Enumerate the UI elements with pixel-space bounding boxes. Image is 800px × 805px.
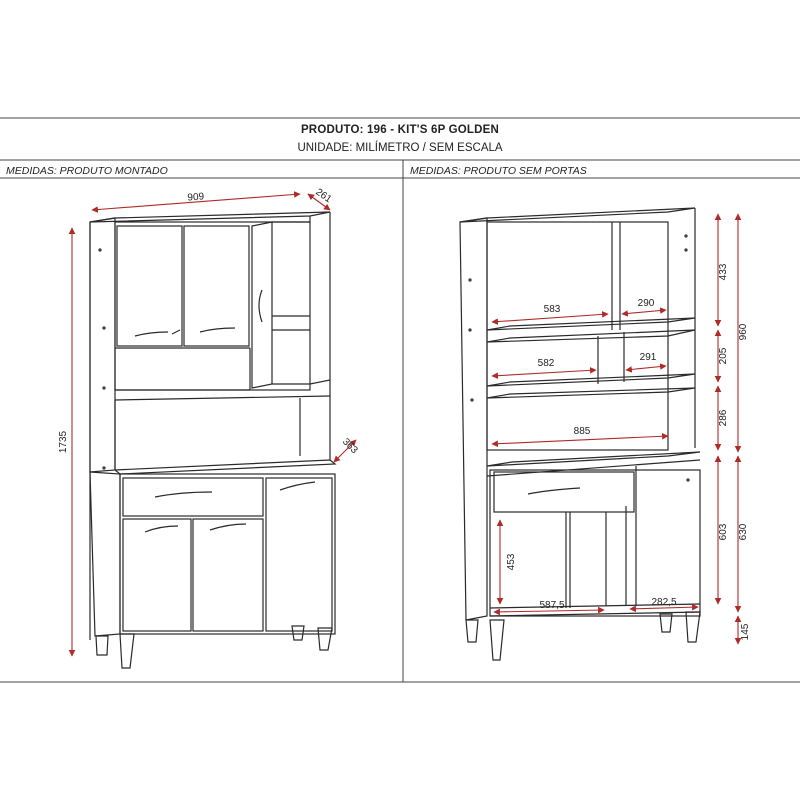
dim-label-583: 583: [543, 304, 561, 315]
dim-line-290: [622, 310, 666, 314]
dim-label-587-5: 587,5: [539, 600, 565, 611]
dim-label-205: 205: [718, 347, 729, 365]
doorless-dimensions: [492, 214, 738, 644]
section-label-assembled: MEDIDAS: PRODUTO MONTADO: [6, 165, 168, 177]
dim-label-290: 290: [637, 298, 655, 309]
dim-label-453: 453: [506, 553, 517, 571]
assembled-cabinet-drawing: [90, 212, 335, 668]
dim-label-582: 582: [537, 358, 555, 369]
assembled-dimension-labels: [58, 187, 360, 457]
dim-line-582: [492, 370, 596, 376]
product-title: PRODUTO: 196 - KIT'S 6P GOLDEN: [300, 124, 500, 136]
dim-label-282-5: 282,5: [651, 597, 677, 608]
dim-label-603: 603: [718, 523, 729, 541]
dim-line-291: [626, 366, 666, 370]
dim-label-depth-bottom: 363: [339, 436, 360, 457]
dim-label-291: 291: [639, 352, 657, 363]
dim-label-286: 286: [718, 409, 729, 427]
dim-label-960: 960: [738, 323, 749, 341]
dim-label-630: 630: [738, 523, 749, 541]
dim-line-583: [492, 314, 608, 322]
dim-line-885: [492, 436, 668, 444]
unit-note: UNIDADE: MILÍMETRO / SEM ESCALA: [297, 142, 503, 154]
dim-label-depth-top: 261: [313, 186, 334, 206]
dim-label-885: 885: [573, 426, 591, 437]
dim-label-433: 433: [718, 263, 729, 281]
dim-label-145: 145: [740, 623, 751, 641]
dim-label-height: 1735: [58, 430, 69, 454]
dim-label-width: 909: [187, 191, 205, 204]
doorless-dimension-labels: [506, 263, 751, 640]
section-label-no-doors: MEDIDAS: PRODUTO SEM PORTAS: [410, 165, 587, 177]
